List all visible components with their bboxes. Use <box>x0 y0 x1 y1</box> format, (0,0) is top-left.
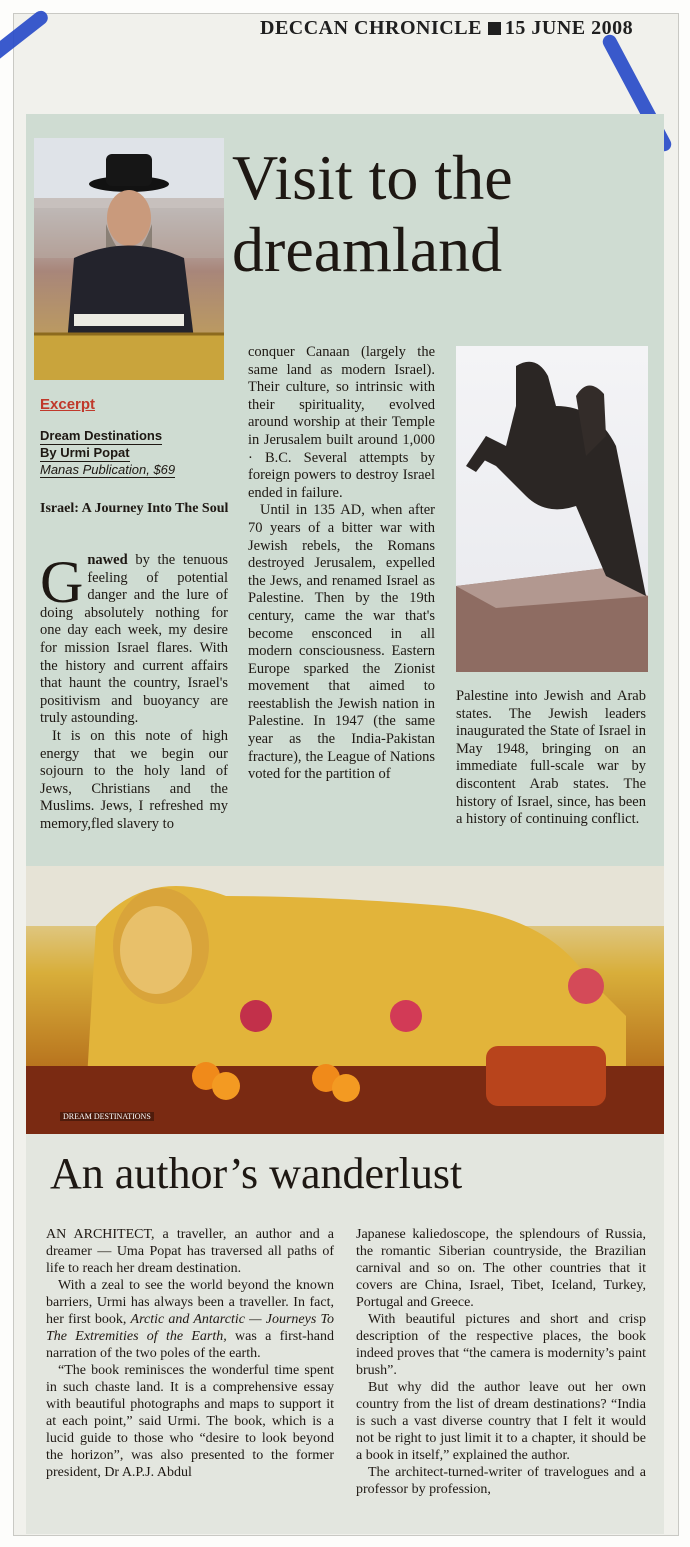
article1-column-2 <box>248 344 435 784</box>
photo-caption: DREAM DESTINATIONS <box>60 1112 154 1121</box>
publication-name: DECCAN CHRONICLE <box>260 17 482 39</box>
article2-col2-para3: But why did the author leave out her own country from the list of dream destinations? “India is such a vast diverse country that I felt it would not be right to just limit it to a chapter, it should be a book in itself,” explained the author. <box>356 1380 646 1463</box>
article2-headline: An author’s wanderlust <box>50 1149 463 1198</box>
book-author-line: By Urmi Popat <box>40 445 130 460</box>
book-title-line1: Dream Destinations <box>40 428 163 443</box>
article1-col3-para1: Palestine into Jewish and Arab states. The Jewish leaders inaugurated the State of Israel in May 1948, bringing on an immediate full-scale war by discontent Arab states. The history of Israel, since, has been a history of continuing conflict. <box>456 688 646 828</box>
buddha-illustration <box>26 866 664 1134</box>
article1-col2-para2: Until in 135 AD, when after 70 years of a bitter war with Jewish rebels, the Romans destroyed Jerusalem, expelled the Jews, and renamed Israel as Palestine. Then by the 19th century, came the war that's become ensconced in all modern consciousness. Eastern Europe sparked the Zionist movement that aimed to reestablish the Jewish nation in Palestine. In 1947 (the same year as the India-Pakistan fracture), the League of Nations voted for the partition of <box>248 502 435 783</box>
article2-col2-para1: Japanese kaliedoscope, the splendours of Russia, the romantic Siberian countryside, the Brazilian carnival and so on. The other countries that it covers are China, Israel, Tibet, Iceland, Turkey, Portugal and Greece. <box>356 1227 646 1310</box>
masthead <box>260 17 633 40</box>
article2-col1-para2-a: With a zeal to see the world beyond the known barriers, Urmi has always been a traveller. In fact, her first book, <box>46 1278 334 1327</box>
article1-column-3 <box>456 688 646 829</box>
rabbi-photo <box>34 138 224 380</box>
article2-col2-para4: The architect-turned-writer of travelogues and a professor by profession, <box>356 1465 646 1497</box>
drop-cap: G <box>40 549 84 615</box>
statue-illustration <box>456 346 648 672</box>
equestrian-statue-photo <box>456 346 648 672</box>
article2-column-1 <box>46 1226 334 1481</box>
article-subhead: Israel: A Journey Into The Soul <box>40 501 229 516</box>
article1-column-1 <box>40 549 229 834</box>
lead-word: nawed <box>87 552 128 568</box>
publication-date: 15 JUNE 2008 <box>504 17 634 39</box>
article2-column-2 <box>356 1226 646 1498</box>
book-title-italic: Arctic and Antarctic — Journeys To The Extremities of the Earth, <box>46 1312 335 1344</box>
rabbi-illustration <box>34 138 224 380</box>
reclining-buddha-photo <box>26 866 664 1134</box>
article2-col1-para2 <box>46 1277 334 1362</box>
article1-col1-para2: It is on this note of high energy that we begin our sojourn to the holy land of Jews, Christians and the Muslims. Jews, I refreshed my memory,fled slavery to <box>40 727 228 832</box>
article2-col2-para2: With beautiful pictures and short and crisp description of the respective places, the book indeed proves that “the camera is modernity’s paint brush”. <box>356 1312 646 1378</box>
article1-col1-para1-text: by the tenuous feeling of potential danger and the lure of doing absolutely nothing for one day each week, my desire for mission Israel flares. With the history and current affairs that haunt the country, Israel's positivism and buoyancy are truly astounding. <box>40 552 229 727</box>
article1-col1-para1 <box>40 549 229 728</box>
article1-col2-para1: conquer Canaan (largely the same land as modern Israel). Their culture, so intrinsic with their spirituality, evolved around worship at their Temple in Jerusalem built around 1,000 · B.C. Several attempts by foreign powers to destroy Israel ended in failure. <box>248 344 435 501</box>
square-separator-icon <box>488 22 501 35</box>
publisher-line: Manas Publication, $69 <box>40 462 176 477</box>
article2-col1-para3: “The book reminisces the wonderful time spent in such chaste land. It is a comprehensive essay with beautiful photographs and maps to support it at each point,” said Urmi. The book, which is a lucid guide to those who “desire to look beyond the horizon”, was also presented to the former president, Dr A.P.J. Abdul <box>46 1363 334 1480</box>
article-headline: Visit to the dreamland <box>232 142 513 285</box>
article2-col1-para2-b: was a first-hand narration of the two poles of the earth. <box>46 1329 335 1361</box>
article2-col1-para1: AN ARCHITECT, a traveller, an author and a dreamer — Uma Popat has traversed all paths of life to reach her dream destination. <box>46 1227 334 1276</box>
book-title <box>40 428 230 462</box>
excerpt-label: Excerpt <box>40 396 96 413</box>
